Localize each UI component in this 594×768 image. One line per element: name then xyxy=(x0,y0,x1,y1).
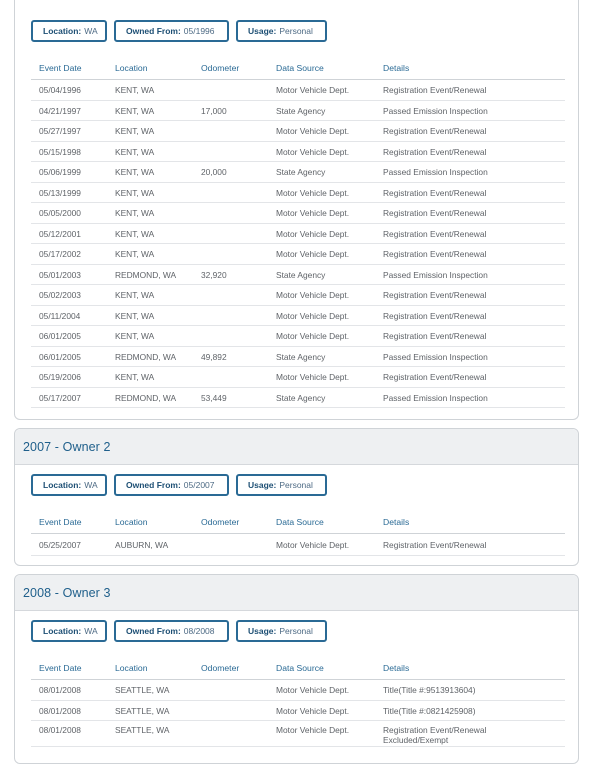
data-source-cell: Motor Vehicle Dept. xyxy=(276,540,350,550)
details-cell: Title(Title #:0821425908) xyxy=(383,705,476,716)
table-row xyxy=(31,224,565,245)
details-cell: Registration Event/Renewal xyxy=(383,249,487,259)
data-source-cell: State Agency xyxy=(276,392,326,403)
details-cell: Passed Emission Inspection xyxy=(383,392,488,403)
location-cell: KENT, WA xyxy=(115,228,155,239)
table-row xyxy=(31,162,565,183)
event-date: 08/01/2008 xyxy=(39,725,81,735)
data-source-cell: Motor Vehicle Dept. xyxy=(276,331,350,341)
owner-card-3 xyxy=(14,574,579,764)
data-source-cell: Motor Vehicle Dept. xyxy=(276,187,350,198)
details-cell: Registration Event/Renewal xyxy=(383,540,487,550)
usage-badge: Usage: Personal xyxy=(236,620,327,642)
details-cell: Registration Event/Renewal Excluded/Exempt xyxy=(383,725,487,745)
event-date: 05/12/2001 xyxy=(39,228,81,239)
table-row xyxy=(31,306,565,327)
table-header xyxy=(31,60,565,80)
table-row xyxy=(31,203,565,224)
data-source-cell: Motor Vehicle Dept. xyxy=(276,208,350,218)
column-header: Odometer xyxy=(201,63,240,73)
column-header: Location xyxy=(115,663,148,673)
odometer-cell: 17,000 xyxy=(201,105,227,116)
event-date: 05/25/2007 xyxy=(39,540,81,550)
usage-badge: Usage: Personal xyxy=(236,474,327,496)
location-cell: REDMOND, WA xyxy=(115,351,177,362)
column-header: Details xyxy=(383,63,410,73)
table-row xyxy=(31,721,565,747)
data-source-cell: Motor Vehicle Dept. xyxy=(276,290,350,300)
column-header: Details xyxy=(383,517,410,527)
table-row xyxy=(31,347,565,368)
table-row xyxy=(31,367,565,388)
event-date: 05/17/2007 xyxy=(39,392,81,403)
details-cell: Passed Emission Inspection xyxy=(383,269,488,280)
odometer-cell: 53,449 xyxy=(201,392,227,403)
details-cell: Title(Title #:9513913604) xyxy=(383,685,476,695)
owner-1-table xyxy=(31,60,565,408)
details-cell: Passed Emission Inspection xyxy=(383,105,488,116)
owner-3-table xyxy=(31,660,565,747)
details-cell: Registration Event/Renewal xyxy=(383,126,487,136)
event-date: 05/27/1997 xyxy=(39,126,81,136)
owner-2-badges xyxy=(31,474,327,496)
column-header: Data Source xyxy=(276,63,324,73)
data-source-cell: Motor Vehicle Dept. xyxy=(276,685,350,695)
location-cell: SEATTLE, WA xyxy=(115,725,170,735)
event-date: 08/01/2008 xyxy=(39,705,81,716)
location-cell: KENT, WA xyxy=(115,208,155,218)
event-date: 05/19/2006 xyxy=(39,372,81,382)
owner-2-header xyxy=(15,429,578,465)
column-header: Odometer xyxy=(201,517,240,527)
odometer-cell: 49,892 xyxy=(201,351,227,362)
data-source-cell: Motor Vehicle Dept. xyxy=(276,146,350,157)
location-cell: KENT, WA xyxy=(115,187,155,198)
details-cell: Passed Emission Inspection xyxy=(383,167,488,177)
table-row xyxy=(31,285,565,306)
details-cell: Registration Event/Renewal xyxy=(383,85,487,95)
table-row xyxy=(31,183,565,204)
table-row xyxy=(31,388,565,409)
owned-from-badge: Owned From: 08/2008 xyxy=(114,620,229,642)
data-source-cell: Motor Vehicle Dept. xyxy=(276,85,350,95)
event-date: 05/15/1998 xyxy=(39,146,81,157)
location-cell: KENT, WA xyxy=(115,167,155,177)
event-date: 05/05/2000 xyxy=(39,208,81,218)
event-date: 06/01/2005 xyxy=(39,331,81,341)
details-cell: Registration Event/Renewal xyxy=(383,310,487,321)
event-date: 06/01/2005 xyxy=(39,351,81,362)
location-badge: Location: WA xyxy=(31,620,107,642)
data-source-cell: State Agency xyxy=(276,167,326,177)
data-source-cell: State Agency xyxy=(276,269,326,280)
data-source-cell: Motor Vehicle Dept. xyxy=(276,705,350,716)
odometer-cell: 32,920 xyxy=(201,269,227,280)
column-header: Odometer xyxy=(201,663,240,673)
table-row xyxy=(31,244,565,265)
owner-1-badges xyxy=(31,20,327,42)
location-cell: KENT, WA xyxy=(115,372,155,382)
event-date: 05/06/1999 xyxy=(39,167,81,177)
location-cell: KENT, WA xyxy=(115,85,155,95)
location-cell: AUBURN, WA xyxy=(115,540,169,550)
table-row xyxy=(31,101,565,122)
table-row xyxy=(31,121,565,142)
owner-card-1 xyxy=(14,0,579,420)
details-cell: Registration Event/Renewal xyxy=(383,146,487,157)
location-badge: Location: WA xyxy=(31,20,107,42)
column-header: Event Date xyxy=(39,663,82,673)
table-row xyxy=(31,534,565,556)
location-cell: KENT, WA xyxy=(115,105,155,116)
owner-title: 2007 - Owner 2 xyxy=(23,439,111,454)
details-cell: Registration Event/Renewal xyxy=(383,187,487,198)
data-source-cell: Motor Vehicle Dept. xyxy=(276,228,350,239)
event-date: 04/21/1997 xyxy=(39,105,81,116)
location-badge: Location: WA xyxy=(31,474,107,496)
usage-badge: Usage: Personal xyxy=(236,20,327,42)
data-source-cell: Motor Vehicle Dept. xyxy=(276,310,350,321)
column-header: Location xyxy=(115,63,148,73)
table-row xyxy=(31,80,565,101)
location-cell: KENT, WA xyxy=(115,310,155,321)
data-source-cell: Motor Vehicle Dept. xyxy=(276,249,350,259)
details-cell: Passed Emission Inspection xyxy=(383,351,488,362)
column-header: Event Date xyxy=(39,517,82,527)
data-source-cell: Motor Vehicle Dept. xyxy=(276,725,350,735)
table-header xyxy=(31,514,565,534)
location-cell: SEATTLE, WA xyxy=(115,705,170,716)
event-date: 05/04/1996 xyxy=(39,85,81,95)
location-cell: REDMOND, WA xyxy=(115,269,177,280)
column-header: Details xyxy=(383,663,410,673)
column-header: Data Source xyxy=(276,517,324,527)
location-cell: KENT, WA xyxy=(115,146,155,157)
details-cell: Registration Event/Renewal xyxy=(383,331,487,341)
table-row xyxy=(31,142,565,163)
details-cell: Registration Event/Renewal xyxy=(383,228,487,239)
details-cell: Registration Event/Renewal xyxy=(383,208,487,218)
location-cell: KENT, WA xyxy=(115,331,155,341)
event-date: 05/01/2003 xyxy=(39,269,81,280)
location-cell: SEATTLE, WA xyxy=(115,685,170,695)
event-date: 05/17/2002 xyxy=(39,249,81,259)
location-cell: KENT, WA xyxy=(115,126,155,136)
owner-2-table xyxy=(31,514,565,556)
table-row xyxy=(31,265,565,286)
data-source-cell: Motor Vehicle Dept. xyxy=(276,126,350,136)
location-cell: REDMOND, WA xyxy=(115,392,177,403)
owner-3-badges xyxy=(31,620,327,642)
owned-from-badge: Owned From: 05/1996 xyxy=(114,20,229,42)
event-date: 08/01/2008 xyxy=(39,685,81,695)
event-date: 05/11/2004 xyxy=(39,310,81,321)
table-header xyxy=(31,660,565,680)
data-source-cell: Motor Vehicle Dept. xyxy=(276,372,350,382)
table-row xyxy=(31,701,565,722)
table-row xyxy=(31,680,565,701)
details-cell: Registration Event/Renewal xyxy=(383,372,487,382)
data-source-cell: State Agency xyxy=(276,105,326,116)
location-cell: KENT, WA xyxy=(115,290,155,300)
data-source-cell: State Agency xyxy=(276,351,326,362)
location-cell: KENT, WA xyxy=(115,249,155,259)
owner-title: 2008 - Owner 3 xyxy=(23,585,111,600)
event-date: 05/02/2003 xyxy=(39,290,81,300)
event-date: 05/13/1999 xyxy=(39,187,81,198)
table-row xyxy=(31,326,565,347)
odometer-cell: 20,000 xyxy=(201,167,227,177)
owner-card-2 xyxy=(14,428,579,566)
owner-3-header xyxy=(15,575,578,611)
column-header: Data Source xyxy=(276,663,324,673)
column-header: Event Date xyxy=(39,63,82,73)
column-header: Location xyxy=(115,517,148,527)
details-cell: Registration Event/Renewal xyxy=(383,290,487,300)
owned-from-badge: Owned From: 05/2007 xyxy=(114,474,229,496)
